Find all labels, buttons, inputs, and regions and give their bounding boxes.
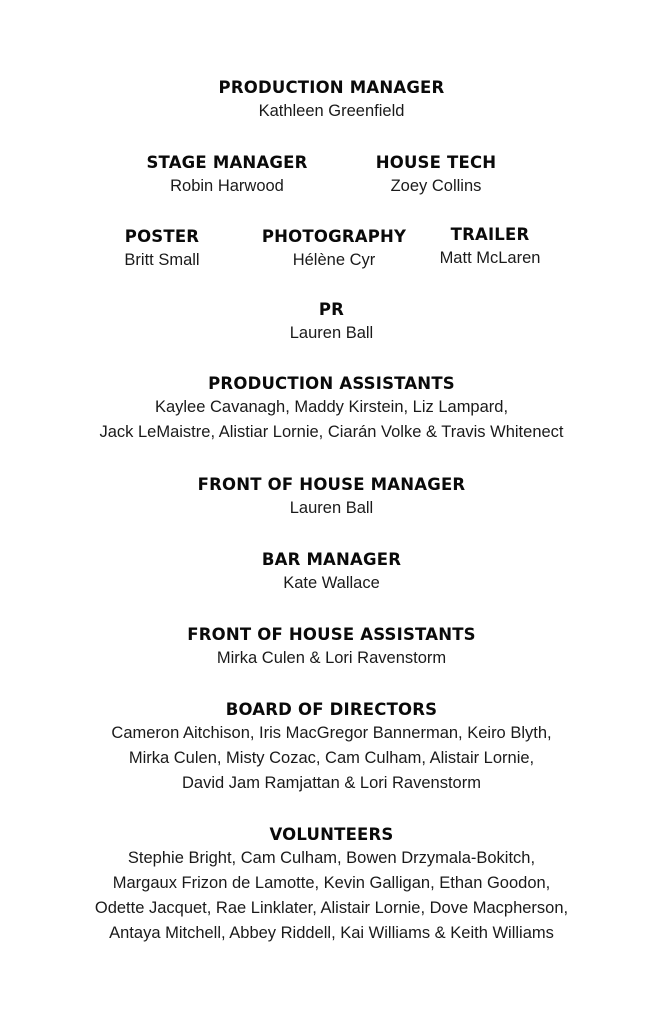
- board-of-directors-heading: BOARD OF DIRECTORS: [225, 700, 438, 719]
- volunteers-heading: VOLUNTEERS: [269, 825, 394, 844]
- bar-manager-name: Kate Wallace: [283, 574, 380, 592]
- production-manager-name: Kathleen Greenfield: [258, 102, 405, 120]
- production-assistants-line: Jack LeMaistre, Alistiar Lornie, Ciarán Volke & Travis Whitenect: [99, 423, 564, 441]
- stage-manager-name: Robin Harwood: [170, 177, 284, 195]
- photography-heading: PHOTOGRAPHY: [261, 227, 407, 246]
- house-tech-name: Zoey Collins: [390, 177, 482, 195]
- trailer-heading: TRAILER: [450, 225, 530, 244]
- front-of-house-assistants-section: [0, 624, 663, 671]
- bar-manager-section: [0, 549, 663, 596]
- house-tech-heading: HOUSE TECH: [375, 153, 497, 172]
- trailer-section: [420, 224, 560, 271]
- house-tech-section: [346, 152, 526, 199]
- board-of-directors-line: David Jam Ramjattan & Lori Ravenstorm: [182, 774, 481, 792]
- production-manager-heading: PRODUCTION MANAGER: [218, 78, 445, 97]
- production-assistants-names: [0, 395, 663, 445]
- trailer-name: Matt McLaren: [439, 249, 541, 267]
- volunteers-line: Margaux Frizon de Lamotte, Kevin Galligan, Ethan Goodon,: [112, 874, 551, 892]
- production-assistants-heading: PRODUCTION ASSISTANTS: [208, 374, 455, 393]
- front-of-house-manager-section: [0, 474, 663, 521]
- front-of-house-manager-heading: FRONT OF HOUSE MANAGER: [197, 475, 466, 494]
- front-of-house-assistants-heading: FRONT OF HOUSE ASSISTANTS: [187, 625, 476, 644]
- volunteers-line: Stephie Bright, Cam Culham, Bowen Drzymala-Bokitch,: [127, 849, 536, 867]
- pr-name: Lauren Ball: [289, 324, 374, 342]
- bar-manager-heading: BAR MANAGER: [261, 550, 402, 569]
- board-of-directors-section: [0, 699, 663, 796]
- front-of-house-assistants-names: Mirka Culen & Lori Ravenstorm: [216, 649, 447, 667]
- photography-name: Hélène Cyr: [292, 251, 376, 269]
- volunteers-line: Odette Jacquet, Rae Linklater, Alistair Lornie, Dove Macpherson,: [94, 899, 569, 917]
- poster-section: [97, 226, 227, 273]
- production-assistants-section: [0, 373, 663, 445]
- pr-section: [0, 299, 663, 346]
- volunteers-section: [0, 824, 663, 946]
- board-of-directors-names: [0, 721, 663, 796]
- volunteers-names: [0, 846, 663, 946]
- stage-manager-heading: STAGE MANAGER: [146, 153, 308, 172]
- poster-name: Britt Small: [124, 251, 200, 269]
- board-of-directors-line: Mirka Culen, Misty Cozac, Cam Culham, Alistair Lornie,: [128, 749, 535, 767]
- production-assistants-line: Kaylee Cavanagh, Maddy Kirstein, Liz Lampard,: [154, 398, 509, 416]
- volunteers-line: Antaya Mitchell, Abbey Riddell, Kai Williams & Keith Williams: [109, 924, 554, 942]
- board-of-directors-line: Cameron Aitchison, Iris MacGregor Bannerman, Keiro Blyth,: [111, 724, 552, 742]
- production-manager-section: [0, 77, 663, 124]
- front-of-house-manager-name: Lauren Ball: [289, 499, 374, 517]
- stage-manager-section: [117, 152, 337, 199]
- poster-heading: POSTER: [124, 227, 200, 246]
- pr-heading: PR: [318, 300, 345, 319]
- photography-section: [244, 226, 424, 273]
